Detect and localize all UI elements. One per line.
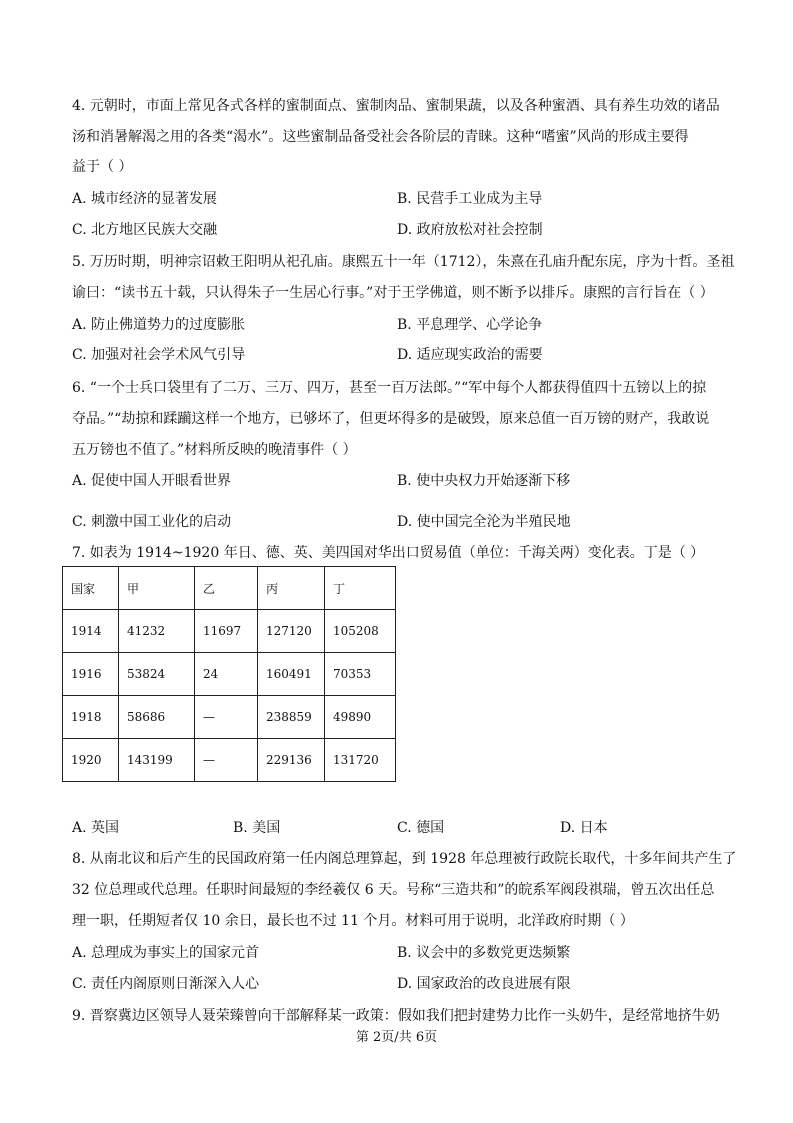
q6-option-c: C. 刺激中国工业化的启动 — [72, 514, 232, 530]
q5-line-1: 5. 万历时期，明神宗诏敕王阳明从祀孔庙。康熙五十一年（1712），朱熹在孔庙升配东庑，序为十哲。圣祖 — [72, 254, 735, 270]
q5-option-c: C. 加强对社会学术风气引导 — [72, 347, 246, 363]
table-cell: 41232 — [119, 610, 195, 653]
table-header-cell: 丙 — [258, 567, 325, 610]
table-header-cell: 甲 — [119, 567, 195, 610]
q4-option-c: C. 北方地区民族大交融 — [72, 222, 218, 238]
table-cell: 1916 — [63, 653, 119, 696]
table-header-cell: 国家 — [63, 567, 119, 610]
table-cell: — — [195, 696, 258, 739]
table-cell: 238859 — [258, 696, 325, 739]
table-cell: 53824 — [119, 653, 195, 696]
trade-table — [62, 566, 396, 782]
q5-option-b: B. 平息理学、心学论争 — [397, 317, 543, 333]
table-cell: 160491 — [258, 653, 325, 696]
q4-line-3: 益于（ ） — [72, 159, 133, 175]
table-cell: 105208 — [325, 610, 396, 653]
table-row — [63, 739, 396, 782]
table-cell: 143199 — [119, 739, 195, 782]
table-cell: 49890 — [325, 696, 396, 739]
q8-option-a: A. 总理成为事实上的国家元首 — [72, 945, 260, 961]
q4-option-a: A. 城市经济的显著发展 — [72, 191, 218, 207]
q8-option-c: C. 责任内阁原则日渐深入人心 — [72, 976, 260, 992]
table-header-cell: 丁 — [325, 567, 396, 610]
q4-line-2: 汤和消暑解渴之用的各类“渴水”。这些蜜制品备受社会各阶层的青睐。这种“嗜蜜”风尚的形成主要得 — [72, 129, 689, 145]
page-number-footer: 第 2页/共 6页 — [355, 1030, 438, 1045]
table-header-cell: 乙 — [195, 567, 258, 610]
q4-line-1: 4. 元朝时，市面上常见各式各样的蜜制面点、蜜制肉品、蜜制果蔬，以及各种蜜酒、具有养生功效的诸品 — [72, 98, 720, 114]
q7-option-a: A. 英国 — [72, 820, 120, 836]
table-row — [63, 610, 396, 653]
table-cell: 229136 — [258, 739, 325, 782]
q8-line-2: 32 位总理或代总理。任职时间最短的李经羲仅 6 天。号称“三造共和”的皖系军阀段祺瑞，曾五次出任总 — [72, 882, 715, 898]
table-row — [63, 696, 396, 739]
q7-option-c: C. 德国 — [397, 820, 445, 836]
q4-option-d: D. 政府放松对社会控制 — [397, 222, 543, 238]
table-cell: 127120 — [258, 610, 325, 653]
table-row — [63, 653, 396, 696]
q6-option-b: B. 使中央权力开始逐渐下移 — [397, 473, 571, 489]
table-cell: 131720 — [325, 739, 396, 782]
q6-line-2: 夺品。”“劫掠和蹂躏这样一个地方，已够坏了，但更坏得多的是破毁，原来总值一百万镑的财产，我敢说 — [72, 411, 710, 427]
q5-option-d: D. 适应现实政治的需要 — [397, 347, 543, 363]
table-cell: 70353 — [325, 653, 396, 696]
table-cell: 11697 — [195, 610, 258, 653]
table-cell: 58686 — [119, 696, 195, 739]
q8-option-b: B. 议会中的多数党更迭频繁 — [397, 945, 571, 961]
q7-option-b: B. 美国 — [233, 820, 281, 836]
table-cell: — — [195, 739, 258, 782]
q6-option-d: D. 使中国完全沦为半殖民地 — [397, 514, 571, 530]
table-cell: 1918 — [63, 696, 119, 739]
table-cell: 24 — [195, 653, 258, 696]
q7-option-d: D. 日本 — [560, 820, 608, 836]
table-cell: 1920 — [63, 739, 119, 782]
q5-line-2: 谕曰：“读书五十载，只认得朱子一生居心行事。”对于王学佛道，则不断予以排斥。康熙的言行旨在（ ） — [72, 285, 714, 301]
q6-option-a: A. 促使中国人开眼看世界 — [72, 473, 232, 489]
q6-line-3: 五万镑也不值了。”材料所反映的晚清事件（ ） — [72, 442, 357, 458]
q6-line-1: 6. “一个士兵口袋里有了二万、三万、四万，甚至一百万法郎。”“军中每个人都获得值四十五镑以上的掠 — [72, 380, 707, 396]
q7-line-1: 7. 如表为 1914~1920 年日、德、英、美四国对华出口贸易值（单位：千海关两）变化表。丁是（ ） — [72, 545, 705, 561]
q8-line-1: 8. 从南北议和后产生的民国政府第一任内阁总理算起，到 1928 年总理被行政院长取代，十多年间共产生了 — [72, 851, 737, 867]
table-cell: 1914 — [63, 610, 119, 653]
q9-line-1: 9. 晋察冀边区领导人聂荣臻曾向干部解释某一政策：假如我们把封建势力比作一头奶牛，是经常地挤牛奶 — [72, 1008, 720, 1024]
q4-option-b: B. 民营手工业成为主导 — [397, 191, 543, 207]
q8-option-d: D. 国家政治的改良进展有限 — [397, 976, 571, 992]
q8-line-3: 理一职，任期短者仅 10 余日，最长也不过 11 个月。材料可用于说明，北洋政府时期（ ） — [72, 913, 634, 929]
table-header-row — [63, 567, 396, 610]
q5-option-a: A. 防止佛道势力的过度膨胀 — [72, 317, 246, 333]
